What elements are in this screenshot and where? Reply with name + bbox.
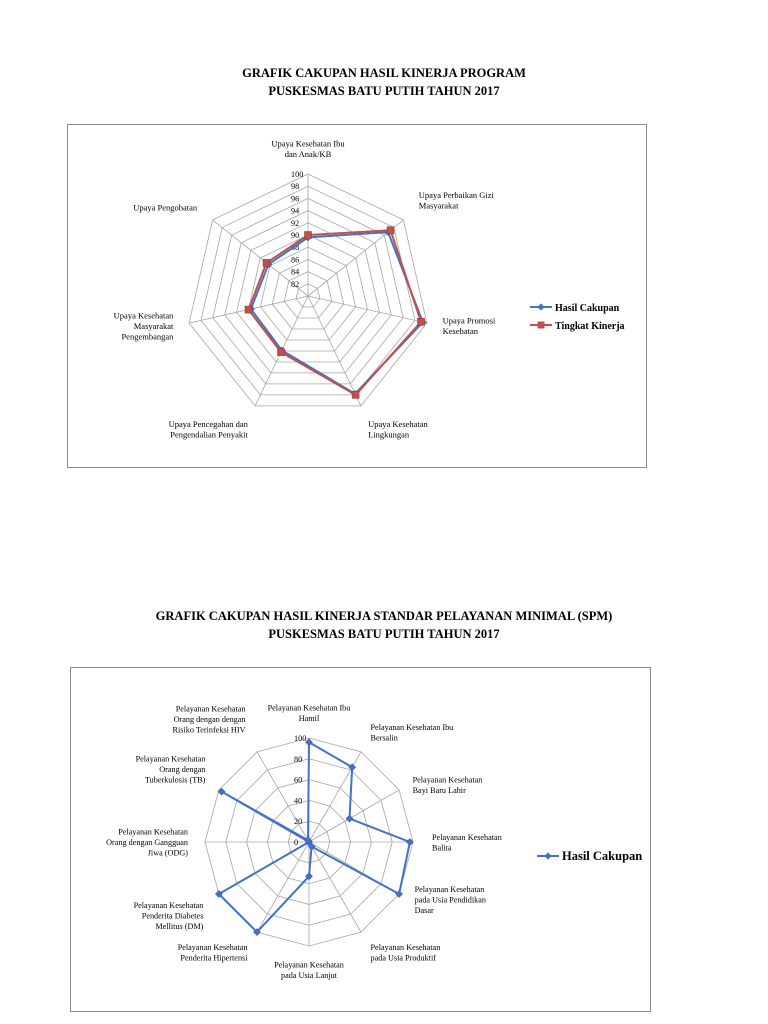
category-label-upaya-promosi-kesehatan (443, 316, 496, 337)
legend-label-tingkat-kinerja: Tingkat Kinerja (555, 320, 625, 332)
category-label-pelayanan-kesehatan-orang-dengan-tuberkulosis-tb (136, 754, 206, 784)
category-label-line: Pelayanan Kesehatan (118, 827, 188, 837)
category-label-line: Orang dengan (159, 764, 206, 774)
category-labels (114, 138, 496, 439)
category-label-line: Pengendalian Penyakit (170, 429, 248, 440)
category-label-line: Jiwa (ODG) (147, 848, 188, 858)
data-point (352, 391, 359, 398)
category-label-line: Pelayanan Kesehatan (135, 754, 206, 764)
category-label-line: pada Usia Lanjut (281, 970, 337, 980)
category-label-upaya-perbaikan-gizi-masyarakat (419, 190, 495, 211)
tick-label: 86 (291, 255, 300, 265)
category-label-pelayanan-kesehatan-pada-usia-lanjut (274, 960, 344, 980)
category-label-line: Pelayanan Kesehatan Ibu (370, 722, 454, 732)
series-hasil-cakupan (215, 739, 413, 936)
category-label-upaya-kesehatan-ibu-dan-anak-kb (271, 138, 345, 159)
category-label-pelayanan-kesehatan-bayi-baru-lahir (413, 775, 483, 795)
tick-label: 100 (291, 170, 304, 179)
category-label-pelayanan-kesehatan-pada-usia-produktif (371, 943, 441, 963)
legend (530, 303, 625, 332)
category-label-line: Pelayanan Kesehatan (432, 832, 502, 842)
chart1-heading (0, 64, 768, 100)
category-label-line: Bayi Baru Lahir (412, 785, 466, 795)
legend-marker (544, 852, 551, 859)
chart2-subtitle: PUSKESMAS BATU PUTIH TAHUN 2017 (268, 627, 500, 641)
category-label-upaya-kesehatan-lingkungan (368, 419, 428, 440)
series-line-tingkat-kinerja (249, 230, 422, 395)
tick-label: 90 (291, 231, 300, 240)
category-label-pelayanan-kesehatan-balita (432, 833, 502, 853)
tick-label: 82 (291, 279, 300, 289)
legend-marker (538, 322, 545, 329)
category-label-pelayanan-kesehatan-penderita-hipertensi (178, 943, 249, 963)
category-label-line: Upaya Promosi (442, 315, 496, 326)
tick-label: 98 (291, 182, 300, 192)
spoke-line (308, 296, 427, 323)
category-label-line: Hamil (298, 713, 320, 723)
chart1-frame (67, 124, 647, 468)
chart2-heading (0, 607, 768, 643)
data-point (305, 232, 312, 239)
category-label-pelayanan-kesehatan-pada-usia-pendidikan-dasar (415, 885, 486, 915)
category-label-line: Pelayanan Kesehatan (175, 704, 246, 714)
category-label-pelayanan-kesehatan-orang-dengan-dengan-risiko-terinfeksi-hiv (173, 704, 246, 734)
category-label-pelayanan-kesehatan-orang-dengan-gangguan-jiwa-odg (106, 828, 188, 858)
category-label-line: Mellitus (DM) (155, 921, 204, 931)
category-label-line: pada Usia Produktif (370, 953, 436, 963)
category-label-line: Bersalin (370, 733, 398, 743)
radial-tick-labels (291, 170, 303, 289)
tick-label: 92 (291, 218, 300, 228)
category-label-pelayanan-kesehatan-ibu-hamil (268, 703, 351, 723)
category-label-line: Masyarakat (418, 200, 459, 211)
category-label-line: Pelayanan Kesehatan (133, 900, 204, 910)
legend-label-hasil-cakupan: Hasil Cakupan (562, 848, 643, 863)
tick-label: 0 (294, 838, 299, 847)
radar-grid (189, 174, 427, 406)
category-label-line: Penderita Diabetes (141, 911, 204, 921)
category-label-upaya-pengobatan (133, 202, 198, 212)
category-label-line: Risiko Terinfeksi HIV (172, 725, 246, 735)
data-point (346, 815, 353, 822)
category-label-line: Pelayanan Kesehatan (370, 943, 441, 952)
chart2-frame (70, 667, 651, 1012)
category-label-line: Upaya Kesehatan Ibu (271, 138, 345, 149)
tick-label: 100 (294, 734, 307, 743)
tick-label: 84 (291, 267, 300, 277)
legend (537, 849, 642, 863)
category-label-pelayanan-kesehatan-penderita-diabetes-mellitus-dm (134, 901, 204, 931)
chart2-radar (71, 668, 652, 1013)
tick-label: 96 (291, 194, 300, 204)
category-label-line: Upaya Kesehatan (113, 310, 174, 321)
category-label-line: Pengembangan (121, 331, 174, 342)
category-label-line: Upaya Perbaikan Gizi (418, 189, 494, 200)
tick-label: 40 (294, 796, 303, 806)
category-label-line: Pelayanan Kesehatan (177, 943, 248, 952)
category-label-line: Tuberkulosis (TB) (144, 775, 206, 785)
category-label-line: Penderita Hipertensi (180, 953, 248, 963)
category-label-line: Lingkungan (368, 429, 410, 440)
tick-label: 88 (291, 243, 300, 253)
chart1-radar (68, 125, 648, 469)
category-label-line: Orang dengan Gangguan (106, 838, 188, 848)
tick-label: 20 (294, 817, 303, 827)
radial-tick-labels (294, 734, 306, 847)
tick-label: 94 (291, 206, 300, 216)
category-label-line: Pelayanan Kesehatan (274, 960, 344, 970)
category-label-pelayanan-kesehatan-ibu-bersalin (371, 723, 454, 743)
category-label-line: Pelayanan Kesehatan Ibu (267, 703, 351, 713)
category-label-line: Upaya Pencegahan dan (168, 419, 248, 430)
category-label-line: Orang dengan dengan (173, 714, 246, 724)
chart2-title: GRAFIK CAKUPAN HASIL KINERJA STANDAR PELAYANAN MINIMAL (SPM) (155, 609, 613, 623)
data-point (418, 318, 425, 325)
category-label-line: Pelayanan Kesehatan (414, 885, 485, 895)
tick-label: 60 (294, 775, 303, 785)
data-point (245, 306, 252, 313)
category-label-line: Pelayanan Kesehatan (412, 775, 483, 785)
category-label-line: Upaya Kesehatan (368, 419, 428, 430)
category-label-line: pada Usia Pendidikan (414, 895, 487, 905)
tick-label: 80 (294, 754, 303, 764)
category-label-line: Dasar (414, 906, 434, 916)
category-label-upaya-pencegahan-dan-pengendalian-penyakit (169, 419, 249, 440)
category-label-line: dan Anak/KB (284, 148, 332, 159)
chart1-title: GRAFIK CAKUPAN HASIL KINERJA PROGRAM (242, 66, 526, 80)
data-point (263, 259, 270, 266)
data-point (387, 227, 394, 234)
category-label-line: Upaya Pengobatan (133, 202, 198, 213)
category-label-upaya-kesehatan-masyarakat-pengembangan (114, 311, 174, 342)
category-label-line: Kesehatan (442, 326, 479, 337)
category-label-line: Balita (432, 843, 452, 853)
category-label-line: Masyarakat (133, 321, 174, 331)
legend-marker (537, 303, 544, 310)
chart1-subtitle: PUSKESMAS BATU PUTIH TAHUN 2017 (268, 84, 500, 98)
legend-label-hasil-cakupan: Hasil Cakupan (555, 302, 620, 314)
data-point (278, 349, 285, 356)
